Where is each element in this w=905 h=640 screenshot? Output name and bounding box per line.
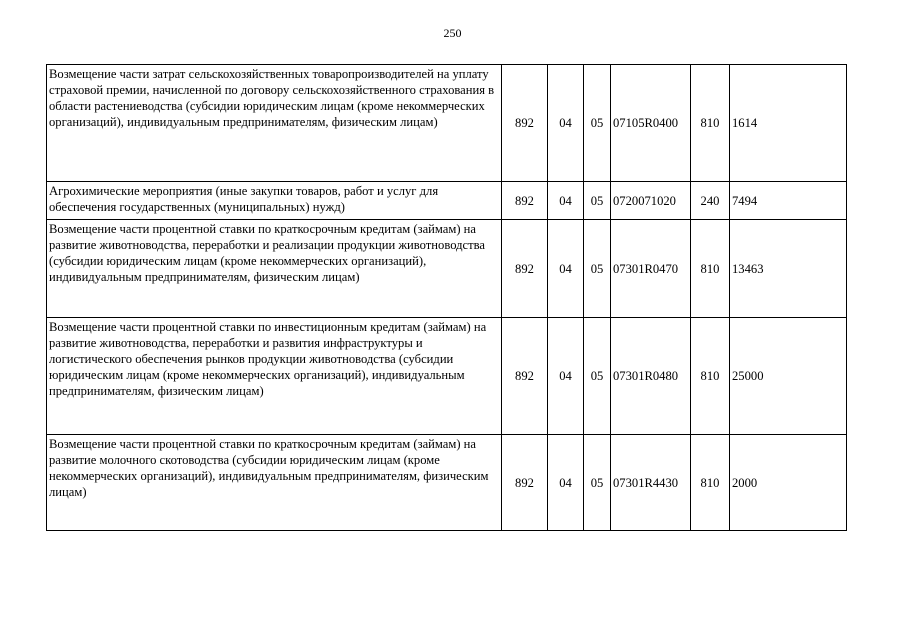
subsection-code: 05: [584, 182, 611, 220]
section-code: 04: [548, 318, 584, 435]
ministry-code: 892: [502, 182, 548, 220]
expense-type-code: 810: [691, 220, 730, 318]
expense-type-code: 240: [691, 182, 730, 220]
subsection-code: 05: [584, 435, 611, 531]
ministry-code: 892: [502, 65, 548, 182]
table-row: [47, 435, 847, 531]
budget-table: [46, 64, 847, 531]
row-description: Возмещение части процентной ставки по краткосрочным кредитам (займам) на развитие животноводства, переработки и реализации продукции животноводства (субсидии юридическим лицам (кроме некоммерческих организаций), индивидуальным предпринимателям, физическим лицам): [47, 220, 502, 318]
section-code: 04: [548, 435, 584, 531]
page-number: 250: [443, 26, 462, 40]
row-description: Агрохимические мероприятия (иные закупки товаров, работ и услуг для обеспечения государственных (муниципальных) нужд): [47, 182, 502, 220]
expense-type-code: 810: [691, 65, 730, 182]
amount-value: 2000: [730, 435, 847, 531]
table-row: [47, 182, 847, 220]
target-item-code: 0720071020: [611, 182, 691, 220]
expense-type-code: 810: [691, 318, 730, 435]
amount-value: 1614: [730, 65, 847, 182]
expense-type-code: 810: [691, 435, 730, 531]
row-description: Возмещение части процентной ставки по инвестиционным кредитам (займам) на развитие животноводства, переработки и развития инфраструктуры и логистического обеспечения рынков продукции животноводства (субсидии юридическим лицам (кроме некоммерческих организаций), индивидуальным предпринимателям, физическим лицам): [47, 318, 502, 435]
row-description: Возмещение части процентной ставки по краткосрочным кредитам (займам) на развитие молочного скотоводства (субсидии юридическим лицам (кроме некоммерческих организаций), индивидуальным предпринимателям, физическим лицам): [47, 435, 502, 531]
ministry-code: 892: [502, 220, 548, 318]
subsection-code: 05: [584, 220, 611, 318]
target-item-code: 07301R4430: [611, 435, 691, 531]
row-description: Возмещение части затрат сельскохозяйственных товаропроизводителей на уплату страховой премии, начисленной по договору сельскохозяйственного страхования в области растениеводства (субсидии юридическим лицам (кроме некоммерческих организаций), индивидуальным предпринимателям, физическим лицам): [47, 65, 502, 182]
section-code: 04: [548, 182, 584, 220]
subsection-code: 05: [584, 318, 611, 435]
amount-value: 7494: [730, 182, 847, 220]
table-row: [47, 318, 847, 435]
table-row: [47, 220, 847, 318]
ministry-code: 892: [502, 435, 548, 531]
target-item-code: 07301R0480: [611, 318, 691, 435]
amount-value: 25000: [730, 318, 847, 435]
subsection-code: 05: [584, 65, 611, 182]
table-row: [47, 65, 847, 182]
section-code: 04: [548, 220, 584, 318]
target-item-code: 07301R0470: [611, 220, 691, 318]
amount-value: 13463: [730, 220, 847, 318]
ministry-code: 892: [502, 318, 548, 435]
target-item-code: 07105R0400: [611, 65, 691, 182]
section-code: 04: [548, 65, 584, 182]
